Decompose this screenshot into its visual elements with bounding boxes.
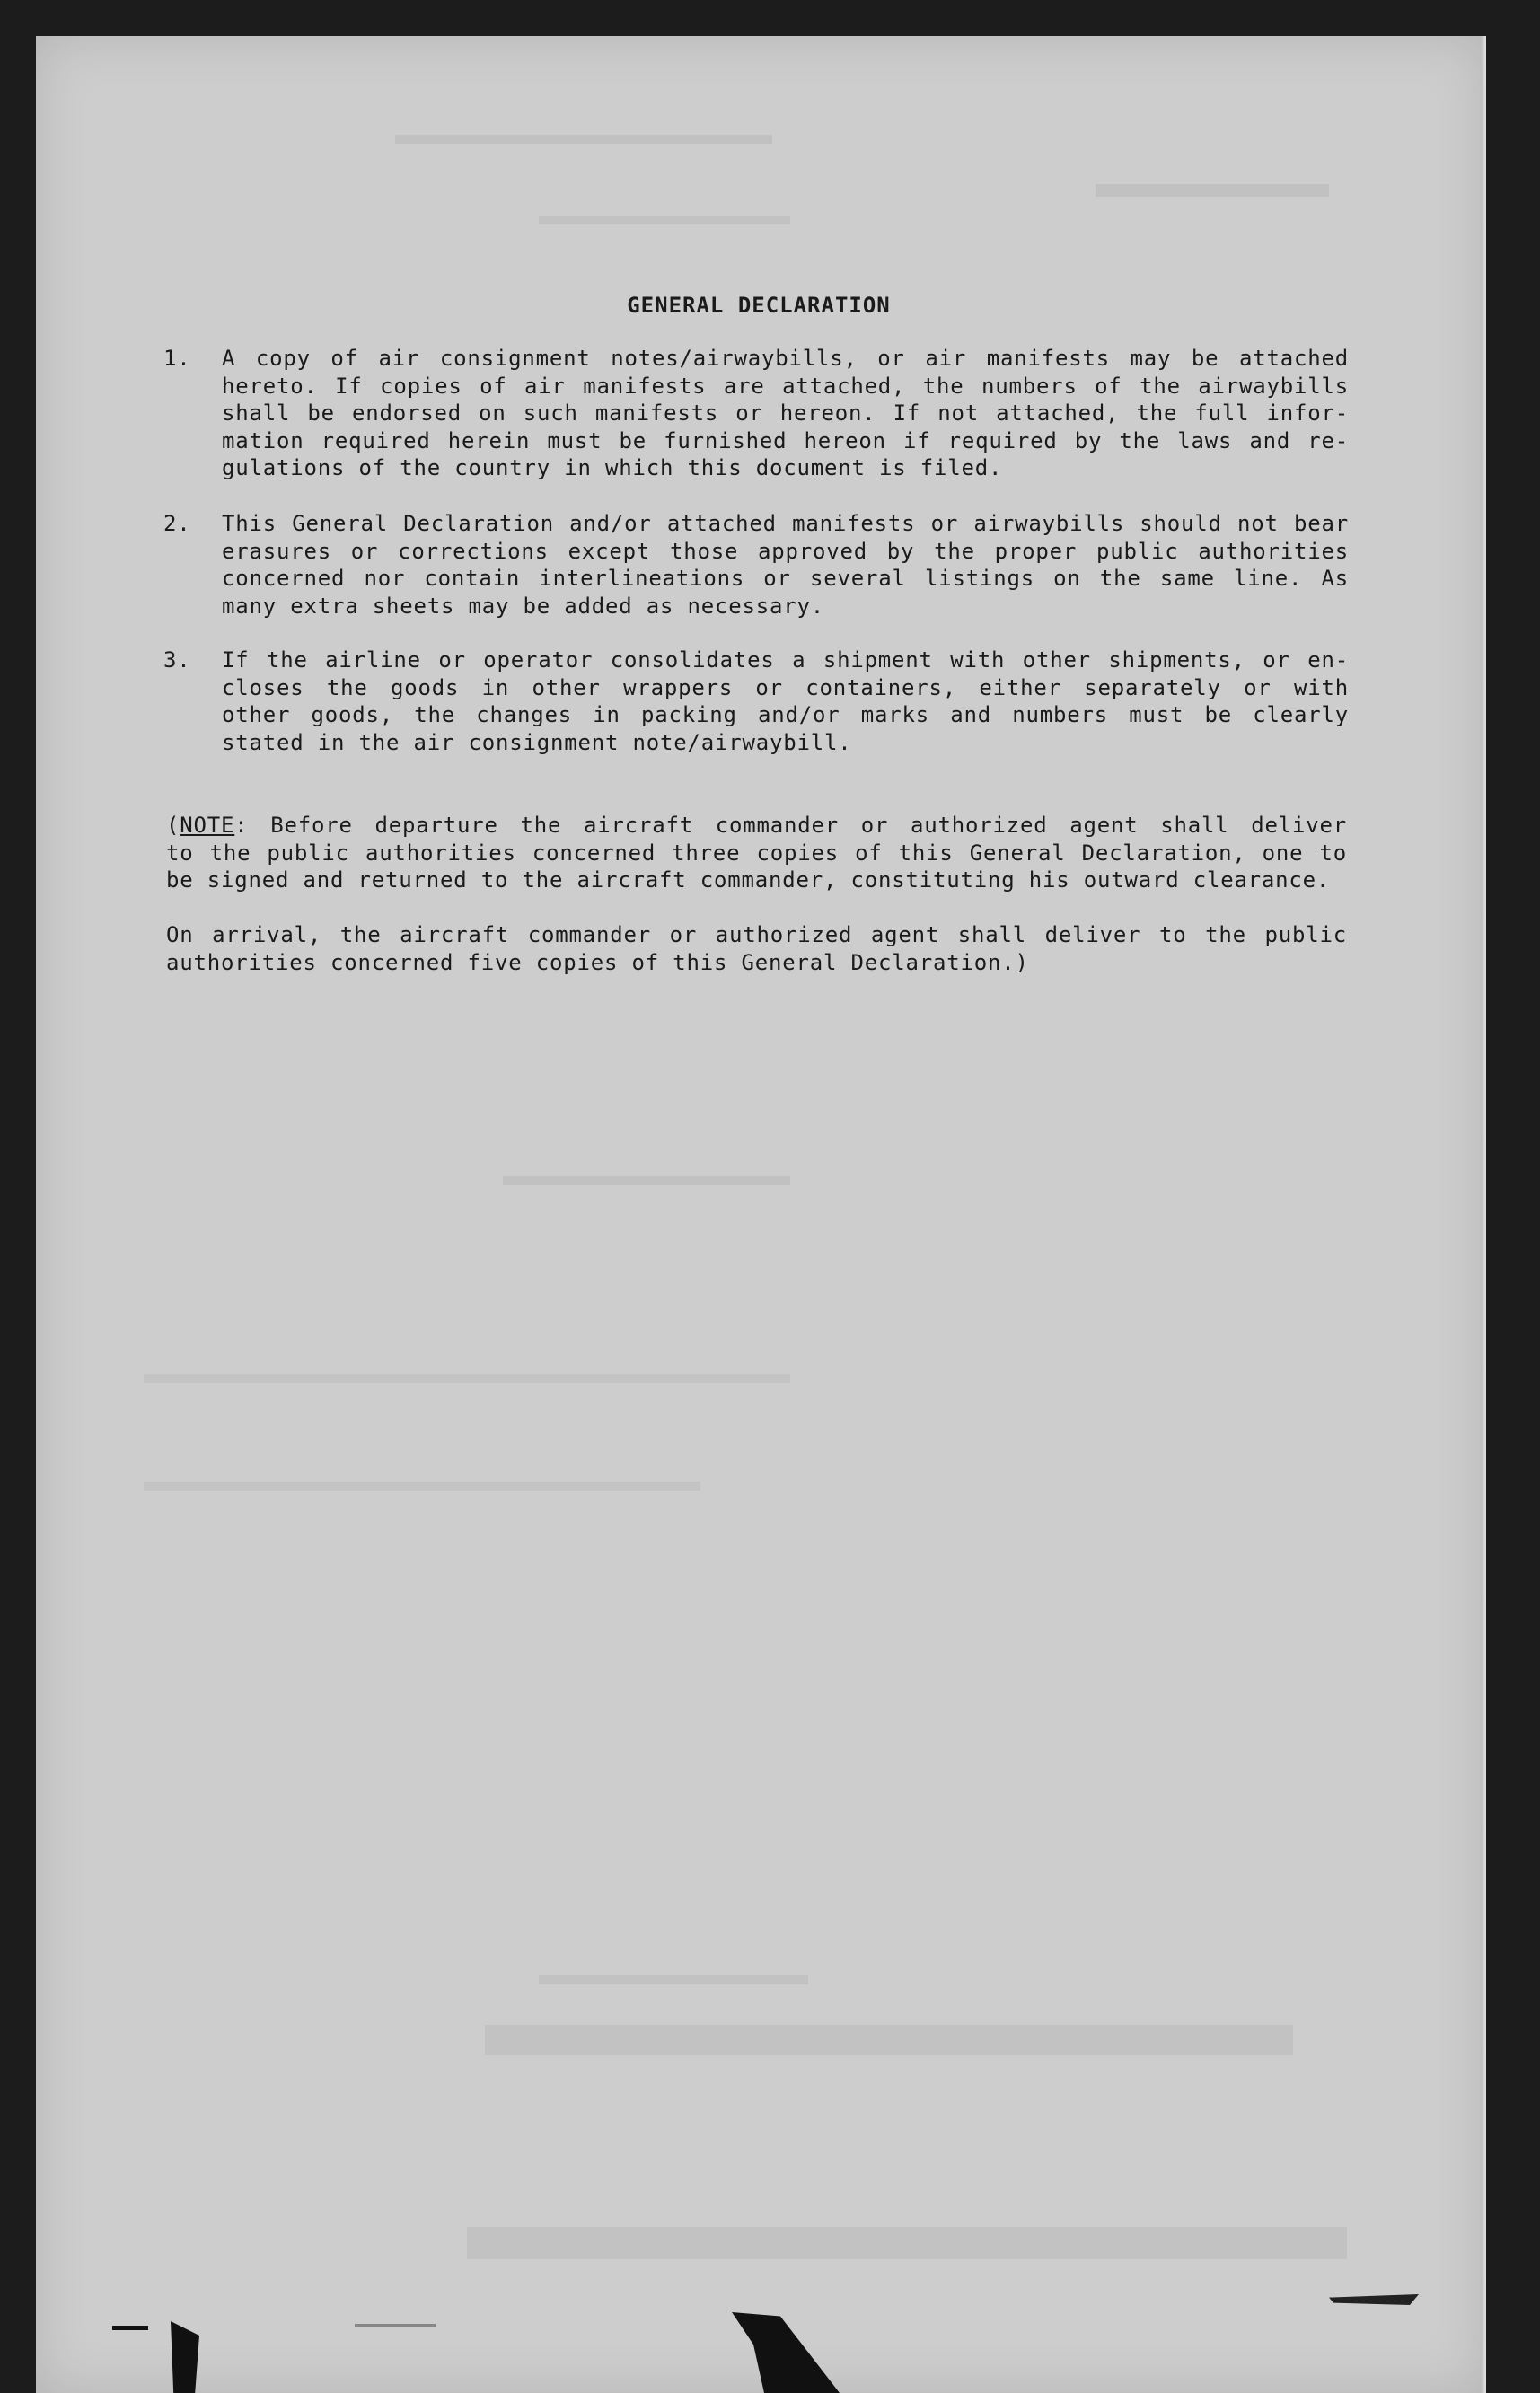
text-line: This General Declaration and/or attached manifests or airwaybills should not bear — [222, 511, 1349, 536]
note-label: NOTE — [180, 813, 235, 838]
text-line: shall be endorsed on such manifests or hereon. If not attached, the full infor- — [222, 400, 1349, 426]
binding-tab-mark — [355, 2324, 436, 2327]
text-line: other goods, the changes in packing and/or marks and numbers must be clearly — [222, 702, 1349, 727]
item-text — [222, 510, 1349, 620]
item-text — [222, 647, 1349, 756]
text-line: If the airline or operator consolidates a shipment with other shipments, or en- — [222, 647, 1349, 673]
note-paragraph — [166, 812, 1347, 894]
bleed-through-mark — [503, 1176, 790, 1185]
bleed-through-mark — [539, 1975, 808, 1984]
paper-edge — [1481, 36, 1486, 2393]
text-line: hereto. If copies of air manifests are attached, the numbers of the airwaybills — [222, 373, 1349, 399]
item-number: 1. — [163, 346, 191, 371]
text-line: closes the goods in other wrappers or containers, either separately or with — [222, 674, 1349, 700]
page-title: GENERAL DECLARATION — [627, 293, 891, 318]
bleed-through-mark — [467, 2227, 1347, 2259]
text-line: A copy of air consignment notes/airwaybills, or air manifests may be attached — [222, 346, 1349, 371]
item-number: 2. — [163, 511, 191, 536]
text-line: to the public authorities concerned three copies of this General Declaration, one to — [166, 840, 1347, 866]
bleed-through-mark — [395, 135, 772, 144]
bleed-through-mark — [539, 216, 790, 224]
item-text — [222, 345, 1349, 482]
text-line: many extra sheets may be added as necessary. — [222, 593, 824, 619]
text-line: be signed and returned to the aircraft commander, constituting his outward clearance. — [166, 867, 1331, 893]
text-line: erasures or corrections except those approved by the proper public authorities — [222, 538, 1349, 564]
text-line: authorities concerned five copies of this General Declaration.) — [166, 949, 1029, 975]
text-line: concerned nor contain interlineations or several listings on the same line. As — [222, 566, 1349, 591]
item-number: 3. — [163, 647, 191, 673]
note-open-paren: ( — [166, 813, 180, 838]
bleed-through-mark — [144, 1374, 790, 1383]
note-first-line-rest: : Before departure the aircraft commander or authorized agent shall deliver — [234, 813, 1347, 838]
bleed-through-mark — [144, 1482, 700, 1491]
text-line: On arrival, the aircraft commander or authorized agent shall deliver to the public — [166, 922, 1347, 947]
bleed-through-mark — [485, 2025, 1293, 2055]
text-line: stated in the air consignment note/airwaybill. — [222, 729, 852, 755]
binding-tab-mark — [112, 2326, 148, 2330]
text-line: mation required herein must be furnished hereon if required by the laws and re- — [222, 427, 1349, 453]
text-line — [166, 812, 1347, 840]
bleed-through-mark — [1096, 184, 1329, 197]
arrival-paragraph — [166, 921, 1347, 976]
text-line: gulations of the country in which this document is filed. — [222, 455, 1003, 480]
